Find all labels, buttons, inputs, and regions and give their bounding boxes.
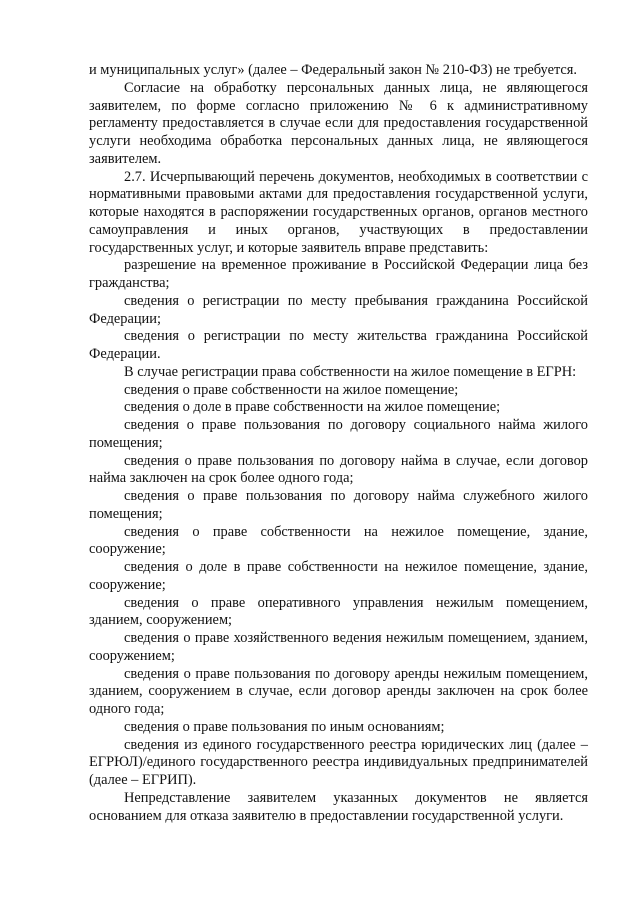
list-item: сведения о праве пользования по договору найма служебного жилого помещения;: [89, 488, 588, 522]
list-item: сведения о праве собственности на нежилое помещение, здание, сооружение;: [89, 523, 588, 558]
list-item: сведения о доле в праве собственности на нежилое помещение, здание, сооружение;: [89, 559, 588, 593]
list-item: сведения о праве пользования по иным основаниям;: [124, 718, 445, 735]
paragraph-section-2-7: 2.7. Исчерпывающий перечень документов, необходимых в соответствии с нормативными правовыми актами для предоставления государственной услуги, которые находятся в распоряжении государственных органов, органов местного самоуправления и иных органов, участвующих в предоставлении государственных услуг, и которые заявитель вправе представить:: [89, 168, 588, 256]
list-item: сведения о праве пользования по договору социального найма жилого помещения;: [89, 417, 588, 451]
list-item: разрешение на временное проживание в Российской Федерации лица без гражданства;: [89, 257, 588, 291]
paragraph-law-reference: и муниципальных услуг» (далее – Федеральный закон № 210-ФЗ) не требуется.: [89, 62, 578, 78]
list-item: сведения о доле в праве собственности на жилое помещение;: [124, 399, 501, 416]
list-item: сведения о регистрации по месту пребывания гражданина Российской Федерации;: [89, 292, 588, 327]
document-page: [89, 62, 588, 825]
list-item: сведения о праве оперативного управления нежилым помещением, зданием, сооружением;: [89, 594, 588, 629]
paragraph-non-submission: Непредставление заявителем указанных документов не является основанием для отказа заявителю в предоставлении государственной услуги.: [89, 789, 588, 824]
list-item: сведения о праве собственности на жилое помещение;: [124, 381, 459, 398]
paragraph-consent: Согласие на обработку персональных данных лица, не являющегося заявителем, по форме согласно приложению № 6 к административному регламенту предоставляется в случае если для предоставления государственной услуги необходима обработка персональных данных лица, не являющегося заявителем.: [89, 79, 588, 167]
paragraph-egrn-case: В случае регистрации права собственности на жилое помещение в ЕГРН:: [124, 363, 577, 380]
list-item: сведения из единого государственного реестра юридических лиц (далее – ЕГРЮЛ)/единого государственного реестра индивидуальных предпринимателей (далее – ЕГРИП).: [89, 736, 588, 788]
list-item: сведения о праве пользования по договору аренды нежилым помещением, зданием, сооружением в случае, если договор аренды заключен на срок более одного года;: [89, 665, 588, 717]
list-item: сведения о праве пользования по договору найма в случае, если договор найма заключен на срок более одного года;: [89, 452, 588, 487]
list-item: сведения о регистрации по месту жительства гражданина Российской Федерации.: [89, 328, 588, 362]
list-item: сведения о праве хозяйственного ведения нежилым помещением, зданием, сооружением;: [89, 630, 588, 664]
